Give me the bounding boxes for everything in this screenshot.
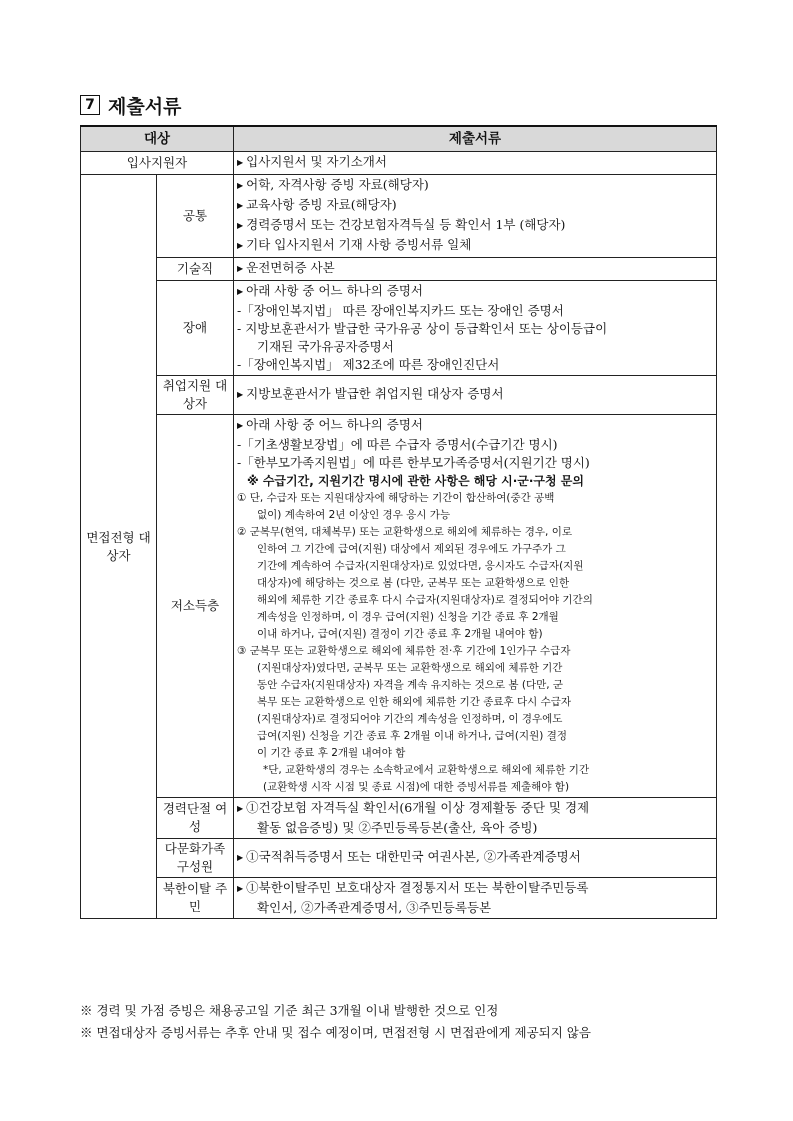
career-break-label: 경력단절 여성 <box>157 798 234 839</box>
career-break-line: ①건강보험 자격득실 확인서(6개월 이상 경제활동 중단 및 경제 <box>246 800 590 815</box>
section-number: 7 <box>80 95 100 115</box>
low-income-notes <box>237 490 713 796</box>
bullet-triangle-icon: ▶ <box>237 853 244 862</box>
common-doc: 어학, 자격사항 증빙 자료(해당자) <box>246 177 429 192</box>
common-doc: 기타 입사지원서 기재 사항 증빙서류 일체 <box>246 237 472 252</box>
table-row <box>81 258 717 281</box>
low-income-label: 저소득층 <box>157 415 234 798</box>
footnote: ※ 경력 및 가점 증빙은 채용공고일 기준 최근 3개월 이내 발행한 것으로 인정 <box>80 1003 499 1018</box>
note-line: (지원대상자)로 결정되어야 기간의 계속성을 인정하며, 이 경우에도 <box>257 713 563 725</box>
multicultural-doc: ①국적취득증명서 또는 대한민국 여권사본, ②가족관계증명서 <box>246 849 581 864</box>
note-line: 기간에 계속하여 수급자(지원대상자)로 있었다면, 응시자도 수급자(지원 <box>257 560 584 572</box>
note-line: ② 군복무(현역, 대체복무) 또는 교환학생으로 해외에 체류하는 경우, 이로 <box>237 526 572 538</box>
note-line: 급여(지원) 신청을 기간 종료 후 2개월 이내 하거나, 급여(지원) 결정 <box>257 730 568 742</box>
documents-table <box>80 125 717 919</box>
bullet-triangle-icon: ▶ <box>237 241 244 250</box>
bullet-triangle-icon: ▶ <box>237 884 244 893</box>
note-line: 복무 또는 교환학생으로 인한 해외에 체류한 기간 종료후 다시 수급자 <box>257 696 572 708</box>
note-line: 이 기간 종료 후 2개월 내여야 함 <box>257 747 406 759</box>
group-label: 면접전형 대상자 <box>81 175 157 919</box>
bullet-triangle-icon: ▶ <box>237 804 244 813</box>
note-line: 해외에 체류한 기간 종료후 다시 수급자(지원대상자)로 결정되어야 기간의 <box>257 594 593 606</box>
bullet-triangle-icon: ▶ <box>237 181 244 190</box>
employment-doc: 지방보훈관서가 발급한 취업지원 대상자 증명서 <box>246 386 504 401</box>
bullet-triangle-icon: ▶ <box>237 287 244 296</box>
bullet-triangle-icon: ▶ <box>237 421 244 430</box>
north-korean-label: 북한이탈 주민 <box>157 878 234 919</box>
north-korean-line: 확인서, ②가족관계증명서, ③주민등록등본 <box>257 900 492 915</box>
disabled-intro: 아래 사항 중 어느 하나의 증명서 <box>246 283 423 298</box>
common-label: 공통 <box>157 175 234 258</box>
note-line: (지원대상자)였다면, 군복무 또는 교환학생으로 해외에 체류한 기간 <box>257 662 563 674</box>
low-income-intro: 아래 사항 중 어느 하나의 증명서 <box>246 417 423 432</box>
common-doc: 교육사항 증빙 자료(해당자) <box>246 197 397 212</box>
footnote: ※ 면접대상자 증빙서류는 추후 안내 및 접수 예정이며, 면접전형 시 면접관에게 제공되지 않음 <box>80 1025 591 1040</box>
note-line: 이내 하거나, 급여(지원) 결정이 기간 종료 후 2개월 내여야 함) <box>257 628 543 640</box>
table-row <box>81 152 717 175</box>
multicultural-label: 다문화가족 구성원 <box>157 839 234 878</box>
bullet-triangle-icon: ▶ <box>237 264 244 273</box>
header-target: 대상 <box>81 126 234 152</box>
tech-doc: 운전면허증 사본 <box>246 260 335 275</box>
note-line: 대상자)에 해당하는 것으로 봄 (다만, 군복무 또는 교환학생으로 인한 <box>257 577 570 589</box>
note-line: ① 단, 수급자 또는 지원대상자에 해당하는 기간이 합산하여(중간 공백 <box>237 492 555 504</box>
low-income-line: -「기초생활보장법」에 따른 수급자 증명서(수급기간 명시) <box>237 437 558 452</box>
table-row <box>81 839 717 878</box>
bullet-triangle-icon: ▶ <box>237 201 244 210</box>
common-doc: 경력증명서 또는 건강보험자격득실 등 확인서 1부 (해당자) <box>246 217 566 232</box>
header-docs: 제출서류 <box>234 126 717 152</box>
bullet-triangle-icon: ▶ <box>237 390 244 399</box>
section-title: 제출서류 <box>108 95 182 118</box>
bullet-triangle-icon: ▶ <box>237 221 244 230</box>
north-korean-line: ①북한이탈주민 보호대상자 결정통지서 또는 북한이탈주민등록 <box>246 880 589 895</box>
note-line: ③ 군복무 또는 교환학생으로 해외에 체류한 전·후 기간에 1인가구 수급자 <box>237 645 571 657</box>
section-heading <box>80 92 181 118</box>
note-line: 없이) 계속하여 2년 이상인 경우 응시 가능 <box>257 509 451 521</box>
applicants-doc: 입사지원서 및 자기소개서 <box>246 154 387 169</box>
career-break-line: 활동 없음증빙) 및 ②주민등록등본(출산, 육아 증빙) <box>257 820 538 835</box>
disabled-line: - 지방보훈관서가 발급한 국가유공 상이 등급확인서 또는 상이등급이 <box>237 321 608 336</box>
applicants-label: 입사지원자 <box>81 152 234 175</box>
note-line: *단, 교환학생의 경우는 소속학교에서 교환학생으로 해외에 체류한 기간 <box>263 764 590 776</box>
disabled-line: 기재된 국가유공자증명서 <box>257 339 394 354</box>
note-line: 계속성을 인정하며, 이 경우 급여(지원) 신청을 기간 종료 후 2개월 <box>257 611 559 623</box>
note-line: 동안 수급자(지원대상자) 자격을 계속 유지하는 것으로 봄 (다만, 군 <box>257 679 564 691</box>
table-row <box>81 798 717 839</box>
table-row <box>81 376 717 415</box>
bullet-triangle-icon: ▶ <box>237 158 244 167</box>
note-line: 인하여 그 기간에 급여(지원) 대상에서 제외된 경우에도 가구주가 그 <box>257 543 566 555</box>
footnotes <box>80 1000 720 1044</box>
disabled-label: 장애 <box>157 281 234 376</box>
low-income-line: -「한부모가족지원법」에 따른 한부모가족증명서(지원기간 명시) <box>237 455 590 470</box>
low-income-notice: ※ 수급기간, 지원기간 명시에 관한 사항은 해당 시·군·구청 문의 <box>247 474 584 488</box>
tech-label: 기술직 <box>157 258 234 281</box>
disabled-line: -「장애인복지법」 제32조에 따른 장애인진단서 <box>237 357 500 372</box>
table-row <box>81 415 717 798</box>
table-row <box>81 878 717 919</box>
disabled-line: -「장애인복지법」 따른 장애인복지카드 또는 장애인 증명서 <box>237 303 564 318</box>
table-row <box>81 175 717 258</box>
employment-label: 취업지원 대상자 <box>157 376 234 415</box>
table-row <box>81 281 717 376</box>
note-line: (교환학생 시작 시점 및 종료 시점)에 대한 증빙서류를 제출해야 함) <box>263 781 570 793</box>
